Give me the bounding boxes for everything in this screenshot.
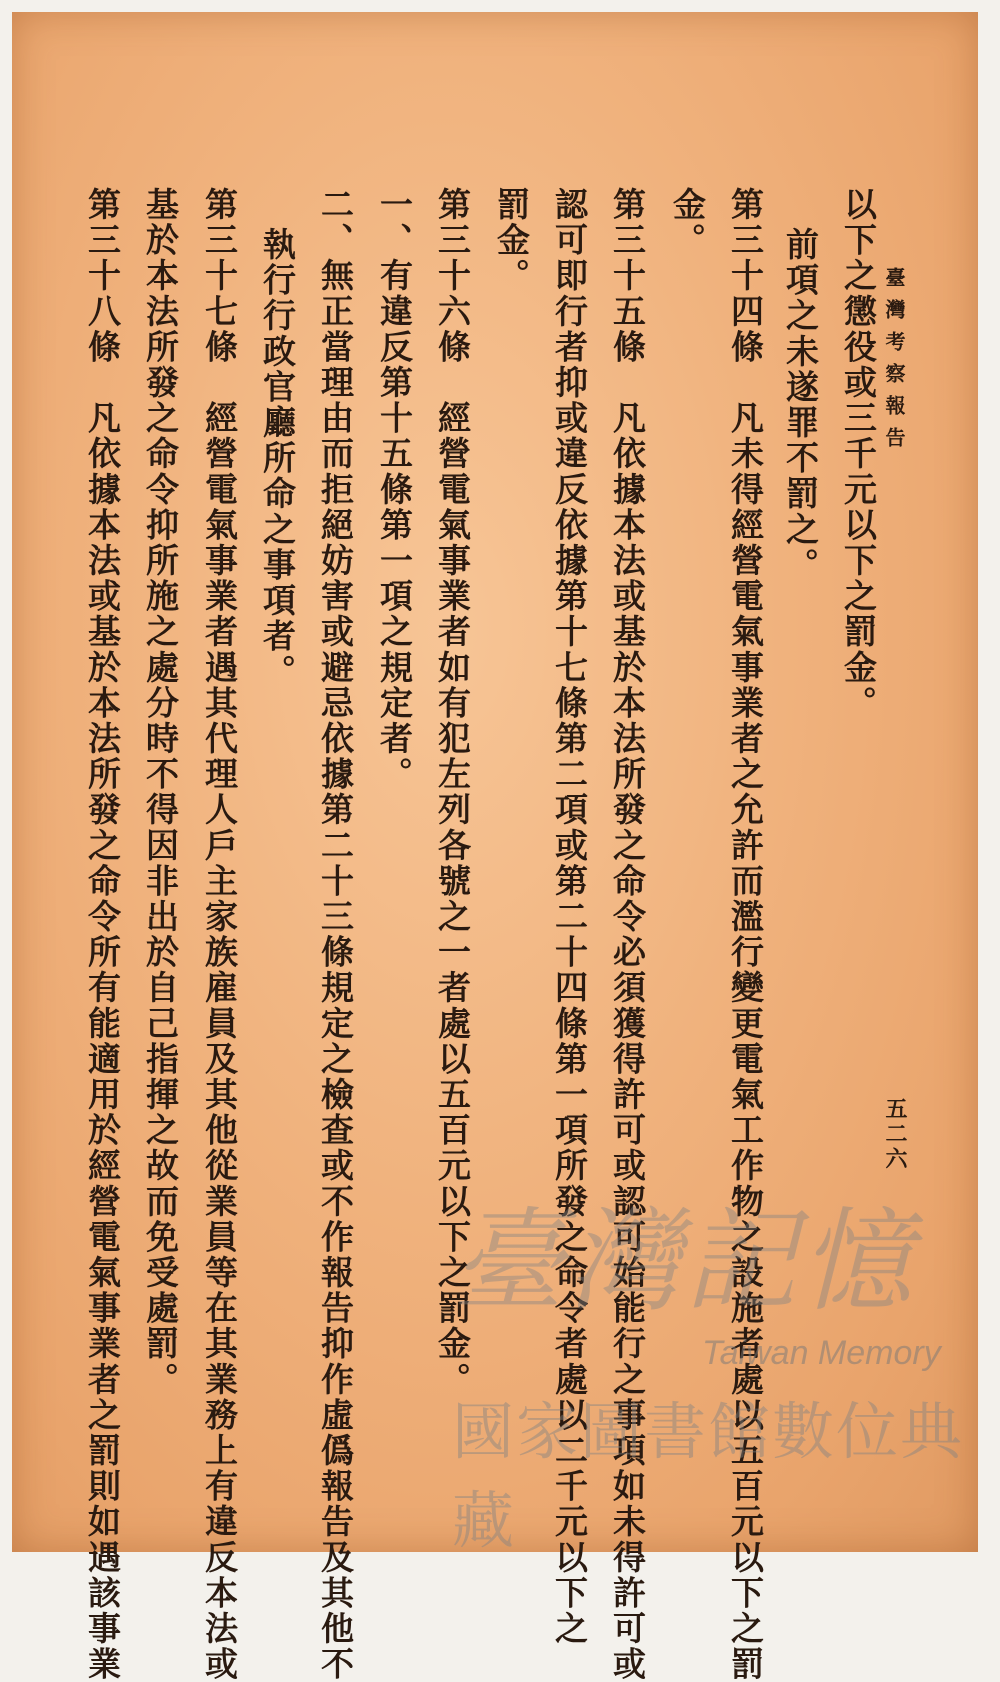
text-column-10: 二、無正當理由而拒絕妨害或避忌依據第二十三條規定之檢查或不作報告抑作虛僞報告及其他不 — [316, 187, 355, 1682]
text-column-9: 一、有違反第十五條第一項之規定者。 — [375, 187, 414, 793]
page-number: 五二六 — [882, 1097, 908, 1172]
text-column-6: 認可即行者抑或違反依據第十七條第二項或第二十四條第一項所發之命令者處以二千元以下之 — [550, 187, 589, 1647]
text-column-12: 第三十七條 經營電氣事業者遇其代理人戶主家族雇員及其他從業員等在其業務上有違反本法或 — [200, 187, 239, 1682]
text-column-8: 第三十六條 經營電氣事業者如有犯左列各號之一者處以五百元以下之罰金。 — [433, 187, 472, 1398]
text-column-13: 基於本法所發之命令抑所施之處分時不得因非出於自己指揮之故而免受處罰。 — [141, 187, 180, 1398]
text-column-7: 罰金。 — [492, 187, 531, 294]
watermark-calligraphy: 臺灣記憶 — [452, 1197, 916, 1327]
text-column-14: 第三十八條 凡依據本法或基於本法所發之命令所有能適用於經營電氣事業者之罰則如遇該事業 — [83, 187, 122, 1682]
text-column-11: 執行行政官廳所命之事項者。 — [258, 227, 297, 690]
scanned-page — [12, 12, 978, 1682]
page-header-title: 臺灣考察報告 — [882, 267, 906, 459]
text-column-3: 第三十四條 凡未得經營電氣事業者之允許而濫行變更電氣工作物之設施者處以五百元以下之罰 — [726, 187, 765, 1682]
text-column-1: 以下之懲役或三千元以下之罰金。 — [839, 187, 878, 721]
text-column-5: 第三十五條 凡依據本法或基於本法所發之命令必須獲得許可或認可始能行之事項如未得許可或 — [608, 187, 647, 1682]
text-column-4: 金。 — [668, 187, 707, 259]
text-column-2: 前項之未遂罪不罰之。 — [781, 227, 820, 583]
watermark-latin-text: Taiwan Memory — [702, 1334, 941, 1372]
watermark-library-text: 國家圖書館數位典藏 — [452, 1395, 965, 1557]
